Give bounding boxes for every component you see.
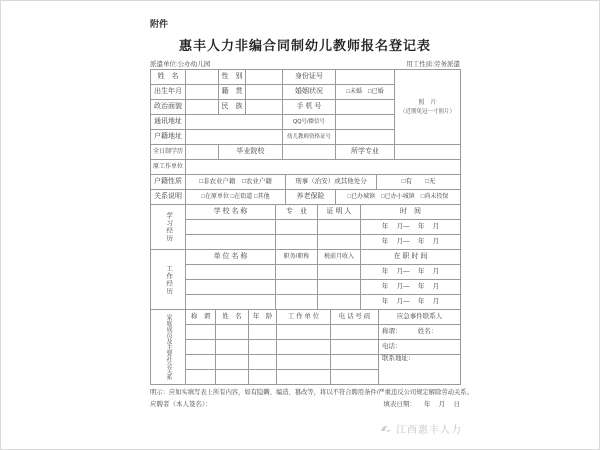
appellation-cell [186, 370, 216, 385]
time-header: 时 间 [361, 205, 461, 220]
political-status-value-cell [186, 100, 219, 115]
family-row [151, 325, 461, 340]
ethnicity-value-cell [246, 100, 283, 115]
teacher-cert-value-cell [336, 130, 395, 145]
family-name-cell [216, 370, 249, 385]
family-section-label: 家庭成员及主要社会关系 [151, 310, 186, 385]
fill-date-value: 年 月 日 [423, 401, 460, 408]
qq-wechat-value-cell [336, 115, 395, 130]
work-history-table [150, 249, 461, 310]
phone-cell [331, 340, 379, 355]
marital-status-label: 婚姻状况 [283, 85, 336, 100]
major-label: 所学专业 [336, 145, 395, 160]
form-subline [150, 59, 460, 68]
employer-name-cell [186, 265, 276, 280]
photo-label: 照 片 [418, 99, 437, 106]
id-number-value-cell [336, 70, 395, 85]
emergency-phone-cell: 电话： [379, 340, 461, 355]
family-name-cell [216, 325, 249, 340]
teacher-cert-label: 幼儿教师资格证号 [283, 130, 336, 145]
age-cell [249, 355, 277, 370]
relation-label: 关系说明 [151, 190, 186, 205]
family-row [151, 355, 461, 370]
company-watermark [379, 421, 462, 436]
phone-cell [331, 355, 379, 370]
ethnicity-label: 民 族 [219, 100, 246, 115]
fill-date-label: 填表日期： [383, 401, 416, 408]
birth-label: 出生年月 [151, 85, 186, 100]
notice-text: 明示：应如实填写表上所有内容，如有隐瞒、编造、篡改等，将以不符合聘用条件/严重违反公司规定解除劳动关系。 [150, 389, 473, 396]
family-row [151, 340, 461, 355]
penalty-options: □有 □无 [377, 175, 461, 190]
employment-nature-label: 用工性质:劳务派遣 [406, 61, 460, 68]
employer-name-cell [186, 295, 276, 310]
tenure-header: 在 职 时 间 [361, 250, 461, 265]
employer-name-header: 单 位 名 称 [186, 250, 276, 265]
family-employer-cell [277, 325, 331, 340]
former-employer-value-cell [186, 160, 461, 175]
emergency-contact-header: 应急事件联系人 [379, 310, 461, 325]
native-place-value-cell [246, 85, 283, 100]
work-period-cell: 年 月— 年 月 [361, 280, 461, 295]
family-members-table [150, 309, 461, 385]
position-cell [276, 265, 318, 280]
education-row [151, 235, 461, 250]
education-history-table [150, 204, 461, 250]
witness-cell [318, 220, 361, 235]
major-cell [276, 235, 318, 250]
work-period-cell: 年 月— 年 月 [361, 295, 461, 310]
college-label: 毕业院校 [219, 145, 283, 160]
phone-cell [331, 370, 379, 385]
family-employer-cell [277, 340, 331, 355]
appellation-cell [186, 340, 216, 355]
residence-address-label: 户籍地址 [151, 130, 186, 145]
pension-label: 养老保险 [286, 190, 336, 205]
dispatch-unit-label: 派遣单位:公办幼儿园 [150, 61, 211, 68]
pension-options: □已办城镇 □已办小城镇 □尚未投保 [336, 190, 461, 205]
hukou-type-label: 户籍性质 [151, 175, 186, 190]
emergency-name-cell: 称谓： 姓名： [379, 325, 461, 340]
former-employer-label: 原工作单位 [151, 160, 186, 175]
position-cell [276, 295, 318, 310]
form-title: 惠丰人力非编合同制幼儿教师报名登记表 [178, 38, 431, 53]
signature-line [150, 399, 460, 408]
gender-label: 性 别 [219, 70, 246, 85]
name-value-cell [186, 70, 219, 85]
hukou-type-options: □非农业户籍 □农业户籍 [186, 175, 286, 190]
political-status-label: 政治面貌 [151, 100, 186, 115]
work-history-section-label: 工作经历 [151, 250, 186, 310]
age-cell [249, 340, 277, 355]
penalty-label: 刑事（治安）或其他处分 [286, 175, 377, 190]
mailing-address-label: 通讯地址 [151, 115, 186, 130]
emergency-address-cell: 联系地址： [379, 355, 461, 385]
family-name-cell [216, 340, 249, 355]
mobile-label: 手 机 号 [283, 100, 336, 115]
witness-header: 证 明 人 [318, 205, 361, 220]
applicant-signature-label: 应聘者（本人签名）： [150, 401, 212, 408]
major-cell [276, 220, 318, 235]
education-history-section-label: 学习经历 [151, 205, 186, 250]
native-place-label: 籍 贯 [219, 85, 246, 100]
family-employer-cell [277, 370, 331, 385]
appellation-cell [186, 325, 216, 340]
work-row [151, 280, 461, 295]
appellation-cell [186, 355, 216, 370]
degree-label: 全日制学历 [151, 145, 186, 160]
phone-header: 电 话 号 码 [331, 310, 379, 325]
relation-options: □在原单位 □在街道 □其他 [186, 190, 286, 205]
birth-value-cell [186, 85, 219, 100]
position-header: 职务/职称 [276, 250, 318, 265]
family-employer-cell [277, 355, 331, 370]
age-cell [249, 325, 277, 340]
major-value-cell [395, 145, 461, 160]
work-row [151, 295, 461, 310]
employer-name-cell [186, 280, 276, 295]
hukou-penalty-table [150, 174, 461, 190]
family-name-cell [216, 355, 249, 370]
work-row [151, 265, 461, 280]
phone-cell [331, 325, 379, 340]
name-label: 姓 名 [151, 70, 186, 85]
work-period-cell: 年 月— 年 月 [361, 265, 461, 280]
pretax-income-cell [318, 265, 361, 280]
major-header: 专 业 [276, 205, 318, 220]
id-number-label: 身份证号 [283, 70, 336, 85]
position-cell [276, 280, 318, 295]
relation-pension-table [150, 189, 461, 205]
family-name-header: 姓 名 [216, 310, 249, 325]
basic-info-table [150, 69, 461, 160]
attachment-label: 附件 [150, 19, 169, 29]
education-row [151, 220, 461, 235]
marital-status-options: □未婚 □已婚 [336, 85, 395, 100]
qq-wechat-label: QQ号/微信号 [283, 115, 336, 130]
mailing-address-value-cell [186, 115, 283, 130]
huifeng-logo-icon [379, 423, 393, 435]
college-value-cell [283, 145, 336, 160]
residence-address-value-cell [186, 130, 283, 145]
photo-box [395, 70, 461, 145]
school-name-cell [186, 235, 276, 250]
degree-value-cell [186, 145, 219, 160]
school-name-cell [186, 220, 276, 235]
family-employer-header: 工 作 单 位 [277, 310, 331, 325]
pretax-income-header: 税前月收入 [318, 250, 361, 265]
company-watermark-text: 江西惠丰人力 [396, 425, 462, 436]
registration-table [150, 69, 460, 385]
age-header: 年 龄 [249, 310, 277, 325]
mobile-value-cell [336, 100, 395, 115]
pretax-income-cell [318, 295, 361, 310]
education-period-cell: 年 月— 年 月 [361, 235, 461, 250]
school-name-header: 学 校 名 称 [186, 205, 276, 220]
gender-value-cell [246, 70, 283, 85]
pretax-income-cell [318, 280, 361, 295]
former-employer-table [150, 159, 461, 175]
appellation-header: 称 谓 [186, 310, 216, 325]
education-period-cell: 年 月— 年 月 [361, 220, 461, 235]
photo-note: （近期免冠一寸照片） [399, 108, 455, 115]
witness-cell [318, 235, 361, 250]
age-cell [249, 370, 277, 385]
